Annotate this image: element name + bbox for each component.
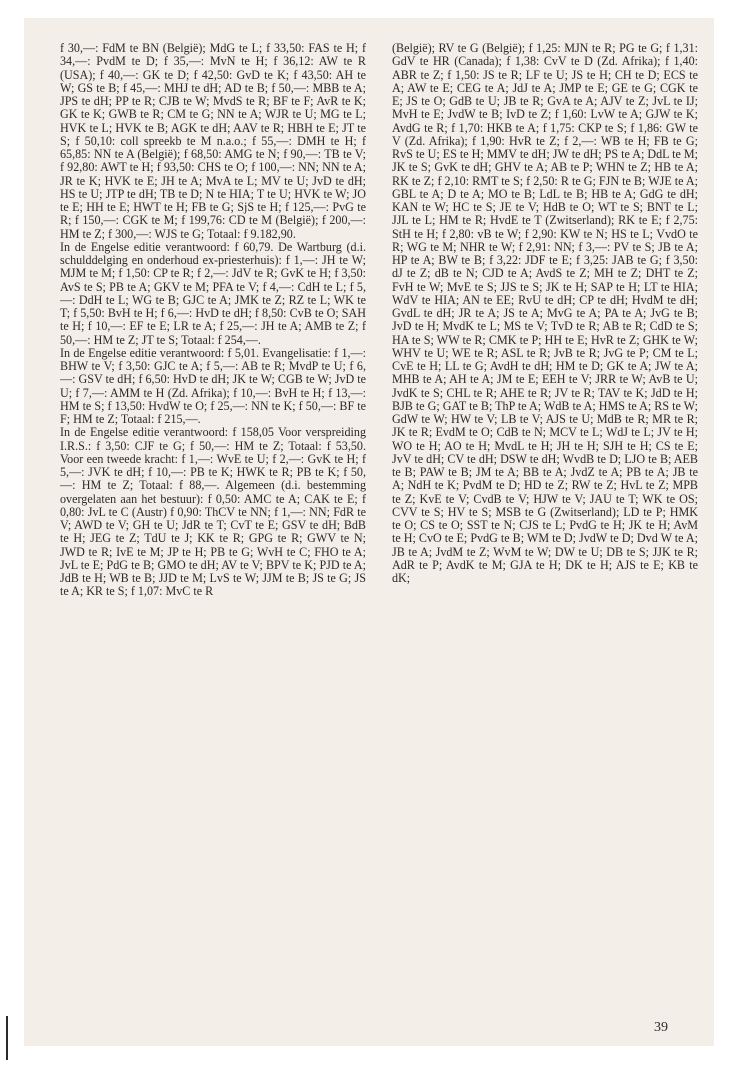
left-paragraph-4: In de Engelse editie verantwoord: f 158,05 Voor verspreiding I.R.S.: f 3,50: CJF te G; f 50,—: HM te Z; Totaal: f 53,50. Voor een tweede kracht: f 1,—: WvE te U; f 2,—: GvK te H; f 5,—: JVK te dH; f 10,—: PB te K; HWK te R; PB te K; f 50,—: HM te Z; Totaal: f 88,—. Algemeen (d.i. bestemming overgelaten aan het bestuur): f 0,50: AMC te A; CAK te E; f 0,80: JvL te C (Austr) f 0,90: ThCV te NN; f 1,—: NN; FdR te V; AWD te V; GH te U; JdR te T; CvT te E; GSV te dH; BdB te H; JEG te Z; TdU te J; KK te R; GPG te R; GWV te N; JWD te R; IvE te M; JP te H; PB te G; WvH te C; FHO te A; JvL te E; PdG te B; GMO te dH; AV te V; BPV te K; PJD te A; JdB te H; WB te B; JJD te M; LvS te W; JJM te B; JS te G; JS te A; KR te S; f 1,07: MvC te R <box>60 425 366 599</box>
right-paragraph-1: (België); RV te G (België); f 1,25: MJN te R; PG te G; f 1,31: GdV te HR (Canada); f 1,38: CvV te D (Zd. Afrika); f 1,40: ABR te Z; f 1,50: JS te R; LF te U; JS te H; CH te D; ECS te A; AW te E; CEG te A; JdJ te A; JMP te E; GE te G; CGK te E; JS te O; GdB te U; JB te R; GvA te A; AJV te Z; JvL te IJ; MvH te E; JvdW te B; IvD te Z; f 1,60: LvW te A; GJW te K; AvdG te R; f 1,70: HKB te A; f 1,75: CKP te S; f 1,86: GW te V (Zd. Afrika); f 1,90: HvR te Z; f 2,—: WB te H; FB te G; RvS te U; ES te H; MMV te dH; JW te dH; PS te A; DdL te M; JK te S; GvK te dH; GHV te A; AB te P; WHN te Z; HB te A; RK te Z; f 2,10: RMT te S; f 2,50: R te G; FJN te B; WJE te A; GBL te A; D te A; MO te B; LdL te B; HB te A; GdG te dH; KAN te W; HC te S; JE te V; HdB te O; WT te S; BNT te L; JJL te L; HM te R; HvdE te T (Zwitserland); RK te E; f 2,75: StH te H; f 2,80: vB te W; f 2,90: KW te N; HS te L; VvdO te R; WG te M; NHR te W; f 2,91: NN; f 3,—: PV te S; JB te A; HP te A; BW te B; f 3,22: JDF te E; f 3,25: JAB te G; f 3,50: dJ te Z; dB te N; CJD te A; AvdS te Z; MH te Z; DHT te Z; FvH te W; MvE te S; JJS te S; JK te H; SAP te H; LT te HIA; WdV te HIA; AN te EE; RvU te dH; CP te dH; HvdM te dH; GvdL te dH; JR te A; JS te A; MvG te A; PA te A; JvG te B; JvD te H; MvdK te L; MS te V; TvD te R; AB te R; CdD te S; HA te S; WW te R; CMK te P; HH te E; HvR te Z; GHK te W; WHV te U; WE te R; ASL te R; JvB te R; JvG te P; CM te L; CvE te H; LL te G; AvdH te dH; HM te D; GK te A; JW te A; MHB te A; AH te A; JM te E; EEH te V; JRR te W; AvB te U; JvdK te S; CHL te R; AHE te R; JV te R; TAV te K; JdD te H; BJB te G; GAT te B; ThP te A; WdB te A; HMS te A; RS te W; GdW te W; HW te V; LB te V; AJS te U; MdB te R; MR te R; JK te R; EvdM te O; CdB te N; MCV te L; WdJ te L; JV te H; WO te H; AO te H; MvdL te H; JH te H; SJH te H; CS te E; JvV te dH; CV te dH; DSW te dH; WvdB te D; LJO te B; AEB te B; PAW te B; JM te A; BB te A; JvdZ te A; PB te A; JB te A; NdH te K; PvdM te D; HD te Z; RW te Z; HvL te Z; MPB te Z; KvE te V; CvdB te V; HJW te V; JAU te T; WK te OS; CVV te S; HV te S; MSB te G (Zwitserland); LD te P; HMK te O; CS te O; SST te N; CJS te L; PvdG te H; JK te H; AvM te H; CvO te E; PvdG te B; WM te D; JvdW te D; Dvd W te A; JB te A; JvdM te Z; WvM te W; DW te U; DB te S; JJK te R; AdR te P; AvdK te M; GJA te H; DK te H; AJS te E; KB te dK; <box>392 41 698 585</box>
left-paragraph-3: In de Engelse editie verantwoord: f 5,01. Evangelisatie: f 1,—: BHW te V; f 3,50: GJC te A; f 5,—: AB te R; MvdP te U; f 6,—: GSV te dH; f 6,50: HvD te dH; JK te W; CGB te W; JvD te U; f 7,—: AMM te H (Zd. Afrika); f 10,—: BvH te H; f 13,—: HM te S; f 13,50: HvdW te O; f 25,—: NN te K; f 50,—: BF te F; HM te Z; Totaal: f 215,—. <box>60 345 366 426</box>
binding-edge-mark <box>6 1016 8 1060</box>
book-page <box>24 18 714 1046</box>
right-column <box>392 42 698 585</box>
left-paragraph-1: f 30,—: FdM te BN (België); MdG te L; f 33,50: FAS te H; f 34,—: PvdM te D; f 35,—: MvN te H; f 36,12: AW te R (USA); f 40,—: GK te D; f 42,50: GvD te K; f 43,50: AH te W; GS te B; f 45,—: MHJ te dH; AD te B; f 50,—: MBB te A; JPS te dH; PP te R; CJB te W; MvdS te R; BF te F; AvR te K; GK te K; GWB te R; CM te G; NN te A; WJR te U; MG te L; HVK te L; HVK te B; AGK te dH; AAV te R; HBH te E; JT te S; f 50,10: coll spreekb te M n.a.o.; f 55,—: DMH te H; f 65,85: NN te A (België); f 68,50: AMG te N; f 90,—: TB te V; f 92,80: AWT te H; f 93,50: CHS te O; f 100,—: NN; NN te A; JR te K; HVK te E; JH te A; MvA te L; MV te U; JvD te dH; HS te U; JTP te dH; TB te D; N te HIA; T te U; HVK te W; JO te E; HH te E; HWT te H; FB te G; SjS te H; f 125,—: PvG te R; f 150,—: CGK te M; f 199,76: CD te M (België); f 200,—: HM te Z; f 300,—: WJS te G; Totaal: f 9.182,90. <box>60 41 366 241</box>
left-paragraph-2: In de Engelse editie verantwoord: f 60,79. De Wartburg (d.i. schulddelging en onderhoud ex-priesterhuis): f 1,—: JH te W; MJM te M; f 1,50: CP te R; f 2,—: JdV te R; GvK te H; f 3,50: AvS te S; PB te A; GKV te M; PFA te V; f 4,—: CdH te L; f 5,—: DdH te L; WG te B; GJC te A; JMK te Z; RZ te L; WK te T; f 5,50: BvH te H; f 6,—: HvD te dH; f 8,50: CvB te O; SAH te H; f 10,—: EF te E; LR te A; f 25,—: JH te A; AMB te Z; f 50,—: HM te Z; JT te S; Totaal: f 254,—. <box>60 239 366 347</box>
left-column <box>60 42 366 599</box>
page-number: 39 <box>654 1020 668 1035</box>
